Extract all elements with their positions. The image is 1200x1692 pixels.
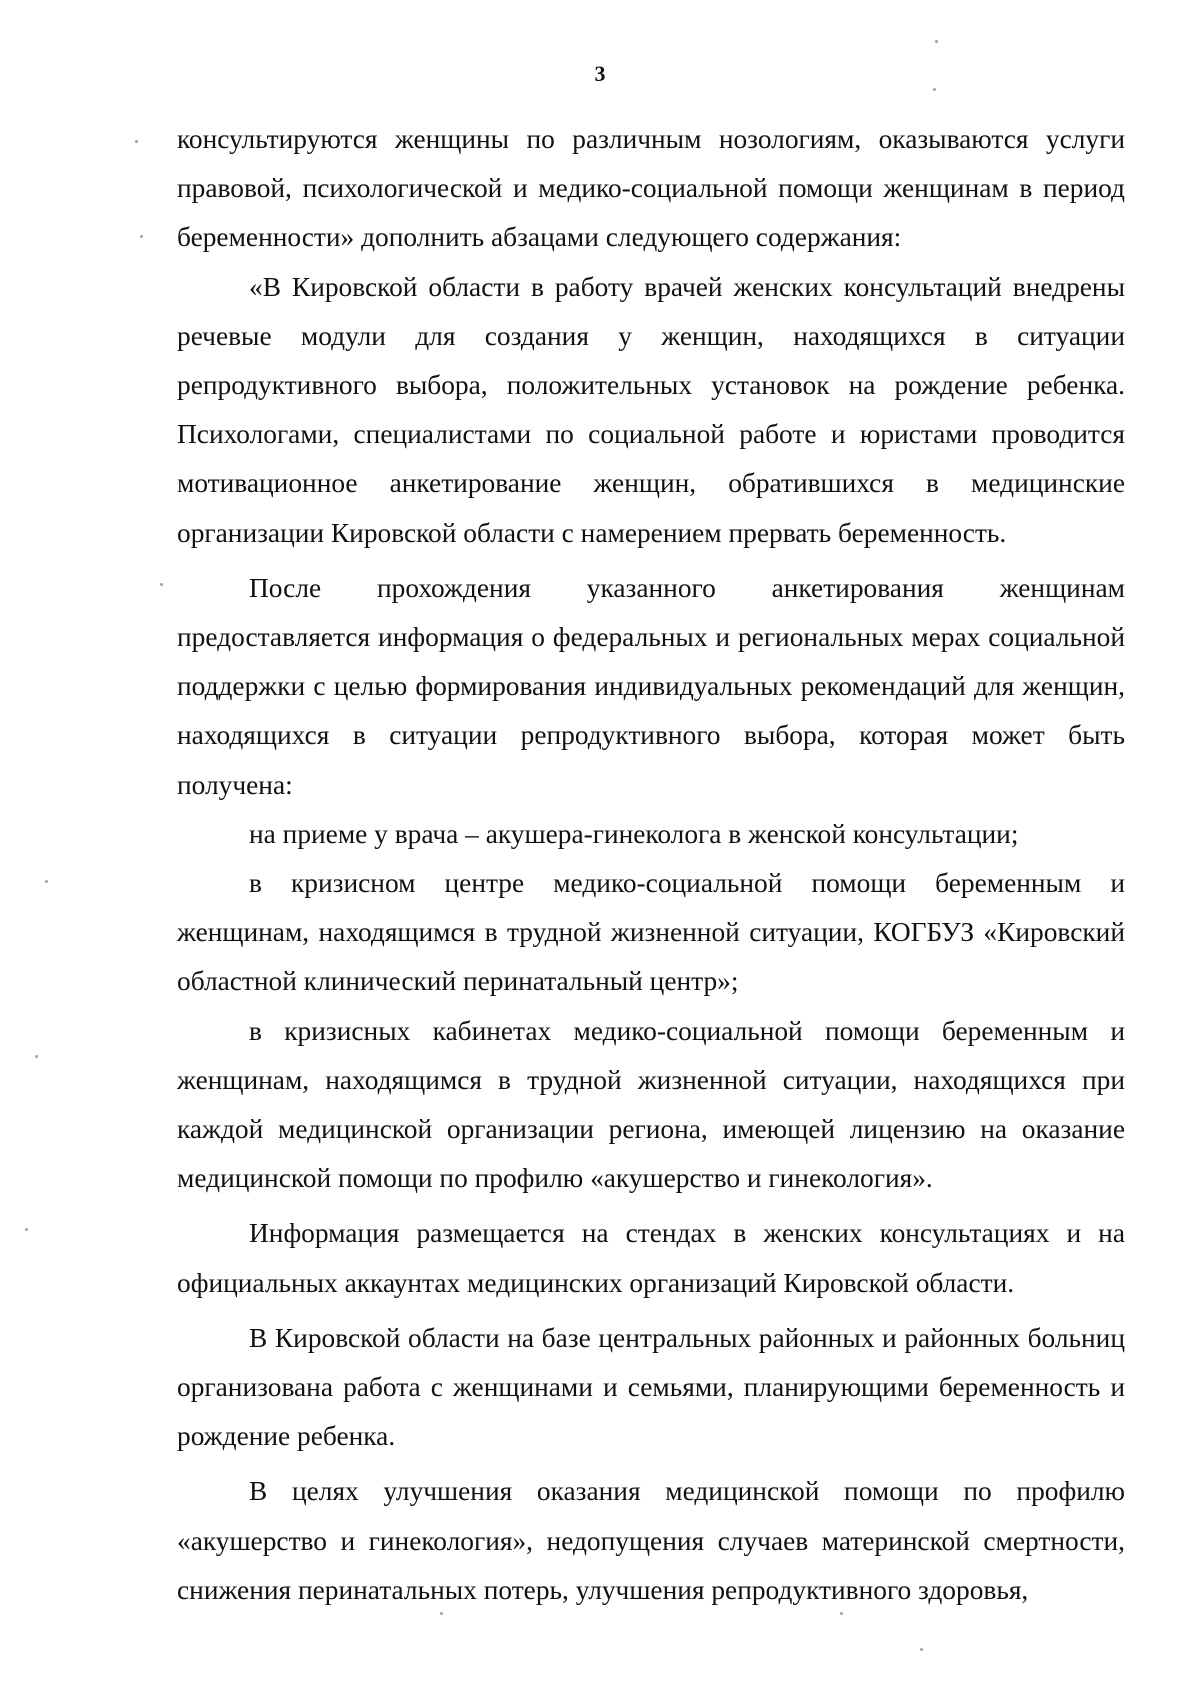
list-item-crisis-center: в кризисном центре медико-социальной помощи беременным и женщинам, находящимся в трудной жизненной ситуации, КОГБУЗ «Кировский областной клинический перинатальный центр»; [177,868,1125,997]
paragraph-speech-modules: «В Кировской области в работу врачей женских консультаций внедрены речевые модули для создания у женщин, находящихся в ситуации репродуктивного выбора, положительных установок на рождение ребенка. Психологами, специалистами по социальной работе и юристами проводится мотивационное анкетирование женщин, обратившихся в медицинские организации Кировской области с намерением прервать беременность. [177,271,1125,548]
scan-speck [45,880,48,883]
paragraph-information-stands: Информация размещается на стендах в женских консультациях и на официальных аккаунтах медицинских организаций Кировской области. [177,1218,1125,1298]
scan-speck [160,583,163,586]
paragraph-improvement-goals: В целях улучшения оказания медицинской помощи по профилю «акушерство и гинекология», недопущения случаев материнской смертности, снижения перинатальных потерь, улучшения репродуктивного здоровья, [177,1476,1125,1605]
scan-speck [933,88,936,91]
scan-speck [440,1612,443,1615]
scan-speck [920,1648,923,1651]
scan-speck [25,1228,28,1231]
scan-speck [140,235,143,238]
paragraph-after-survey: После прохождения указанного анкетирования женщинам предоставляется информация о федеральных и региональных мерах социальной поддержки с целью формирования индивидуальных рекомендаций для женщин, находящихся в ситуации репродуктивного выбора, которая может быть получена: [177,572,1125,800]
scan-speck [135,140,138,143]
page-number: 3 [594,61,606,86]
list-item-doctor-appointment: на приеме у врача – акушера-гинеколога в женской консультации; [249,818,1019,849]
document-body [177,115,1125,1615]
scan-speck [840,1612,843,1615]
list-item-crisis-offices: в кризисных кабинетах медико-социальной помощи беременным и женщинам, находящимся в трудной жизненной ситуации, находящихся при каждой медицинской организации региона, имеющей лицензию на оказание медицинской помощи по профилю «акушерство и гинекология». [177,1015,1125,1194]
paragraph-district-hospitals: В Кировской области на базе центральных районных и районных больниц организована работа с женщинами и семьями, планирующими беременность и рождение ребенка. [177,1322,1125,1452]
scan-speck [35,1055,38,1058]
paragraph-continuation: консультируются женщины по различным нозологиям, оказываются услуги правовой, психологической и медико-социальной помощи женщинам в период беременности» дополнить абзацами следующего содержания: [177,124,1125,253]
scan-speck [935,40,938,43]
